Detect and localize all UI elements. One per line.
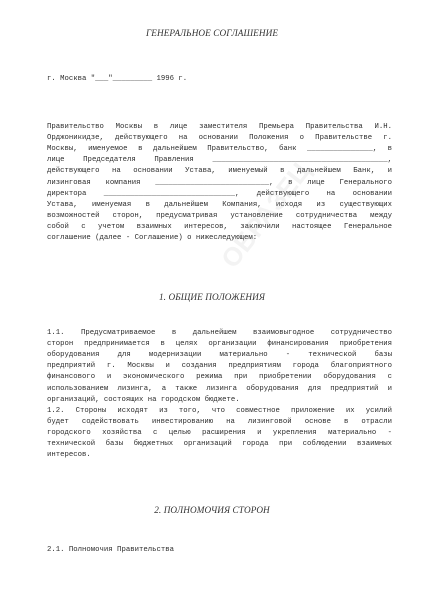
section-2-title: 2. ПОЛНОМОЧИЯ СТОРОН: [154, 505, 270, 515]
preamble-line: Устава, именуемая в дальнейшем Компания, исходя из существующих: [47, 200, 392, 209]
section1-line: интересов.: [47, 451, 91, 460]
preamble-line: Правительство Москвы в лице заместителя Премьера Правительства И.Н.: [47, 123, 392, 131]
preamble-line: возможностей сторон, предусматривая установление сотрудничества между: [47, 211, 392, 220]
document-title: ГЕНЕРАЛЬНОЕ СОГЛАШЕНИЕ: [145, 28, 279, 38]
preamble-line: соглашение (далее - Соглашение) о нижеследующем:: [47, 234, 258, 242]
section-1-title: 1. ОБЩИЕ ПОЛОЖЕНИЯ: [158, 292, 266, 302]
preamble-line: собой с учетом взаимных интересов, заключили настоящее Генеральное: [47, 222, 392, 231]
preamble-line: лице Председателя Правления ________________________________________,: [47, 156, 392, 165]
section1-line: финансового и экономического режима при приобретении оборудования с: [47, 373, 392, 382]
section1-line: предприятий г. Москвы и создания предприятиям города благоприятного: [47, 362, 392, 371]
section1-line: технической базы бюджетных организаций города при соблюдении взаимных: [47, 440, 392, 448]
section1-line: 1.1. Предусматриваемое в дальнейшем взаимовыгодное сотрудничество: [47, 329, 392, 337]
section1-line: сторон предпринимается в целях организации финансирования приобретения: [47, 340, 392, 349]
watermark: ОБРАЗЕЦ: [215, 156, 316, 274]
section1-line: организаций, состоящих на городском бюджете.: [47, 395, 240, 404]
date-line: г. Москва "___"_________ 1996 г.: [47, 75, 188, 83]
section1-line: оборудования для модернизации материально - технической базы: [47, 351, 392, 360]
preamble-line: лизинговая компания __________________________, в лице Генерального: [47, 178, 392, 187]
section1-line: 1.2. Стороны исходят из того, что совместное приложение их усилий: [47, 406, 392, 415]
preamble-line: действующего на основании Устава, именуемый в дальнейшем Банк, и: [47, 167, 392, 176]
section1-line: будет содействовать инвестированию на лизинговой основе в отрасли: [47, 417, 392, 426]
preamble-line: Орджоникидзе, действующего на основании Положения о Правительстве г.: [47, 134, 392, 143]
section1-line: городского хозяйства с целью расширения и укрепления материально -: [47, 428, 392, 437]
preamble-line: директора ______________________________, действующего на основании: [47, 189, 392, 198]
section2-line: 2.1. Полномочия Правительства: [47, 546, 174, 554]
preamble-line: Москвы, именуемое в дальнейшем Правительство, банк _______________, в: [47, 145, 392, 154]
section1-line: использованием лизинга, а также лизинга оборудования для предприятий и: [47, 384, 392, 393]
